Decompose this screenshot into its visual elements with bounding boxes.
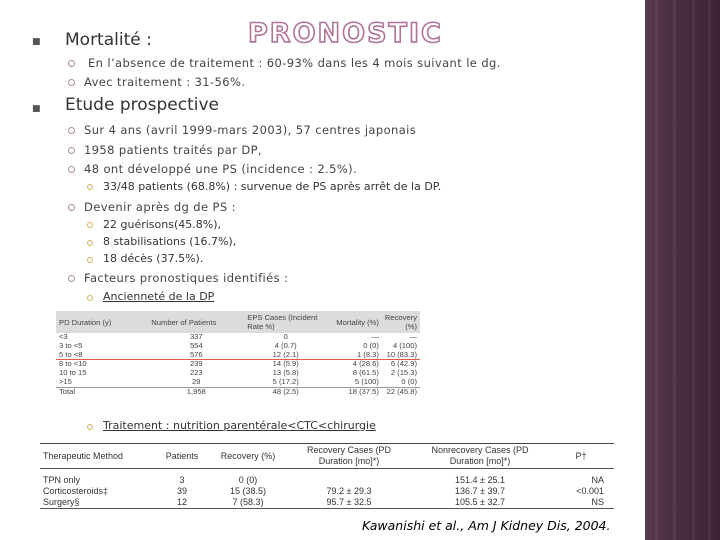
ring-bullet-icon [87,222,93,228]
table-cell: 239 [148,360,244,369]
circle-bullet-icon [68,166,75,173]
ring-bullet-icon [87,184,93,190]
table-cell: <0.001 [576,486,604,496]
table-cell: 5 (100) [354,376,379,386]
item-with-treatment: Avec traitement : 31-56%. [84,75,246,89]
circle-bullet-icon [68,204,75,211]
table-cell: 1 (8.3) [356,349,379,359]
table-cell: 576 [189,349,203,359]
table-cell: 151.4 ± 25.1 [455,475,505,485]
table-cell: 12 (2.1) [272,349,299,359]
circle-bullet-icon [68,275,75,282]
bullet-icon: ■ [32,37,41,47]
table-cell: 6 (42.9) [382,360,420,369]
table-cell: — [371,332,379,341]
col-header: Recovery Cases (PD Duration [mo]*) [286,444,412,469]
table-cell: 39 [176,486,187,496]
circle-bullet-icon [68,127,75,134]
circle-bullet-icon [68,147,75,154]
table-cell: >15 [59,376,72,386]
ring-bullet-icon [87,424,93,430]
table-cell: 22 (45.8) [382,387,420,396]
item-patients: 1958 patients traités par DP, [84,143,262,157]
table-cell: 3 to <5 [59,340,83,350]
table-cell: 10 (83.3) [386,349,417,359]
table-cell: 15 (38.5) [229,486,267,496]
citation: Kawanishi et al., Am J Kidney Dis, 2004. [362,518,611,533]
table-header-row [56,311,420,333]
table-cell: TPN only [43,475,81,485]
sub-item-traitement: Traitement : nutrition parentérale<CTC<chirurgie [103,419,376,432]
table-cell: 4 (28.6) [327,360,382,369]
table-cell: 48 (2.5) [244,387,327,396]
table-cell: <3 [59,332,68,341]
table-cell: Total [56,387,148,396]
col-header: Number of Patients [148,311,244,333]
table-cell: 0 (0) [401,376,417,386]
bullet-icon: ■ [32,104,41,114]
table-row [56,387,420,396]
table-cell: 10 to 15 [59,368,87,378]
col-header: Therapeutic Method [40,444,154,469]
table-cell [286,469,412,487]
col-header: PD Duration (y) [56,311,148,333]
sub-item-deces: 18 décès (37.5%). [103,252,204,265]
ring-bullet-icon [87,240,93,246]
sidebar-stripe [673,0,676,540]
table-cell: 8 to <10 [56,360,148,369]
circle-bullet-icon [68,79,75,86]
table-cell: — [409,332,417,341]
sub-item-guerisons: 22 guérisons(45.8%), [103,218,221,231]
sidebar-stripe [708,0,711,540]
circle-bullet-icon [68,60,75,67]
col-header: Recovery (%) [382,311,420,333]
table-header-row [40,444,614,469]
table-cell: 12 [154,497,210,509]
table-cell: 5 to <8 [59,349,83,359]
sub-item-anciennete: Ancienneté de la DP [103,290,215,303]
sidebar-stripe [692,0,695,540]
sub-item-stabilisations: 8 stabilisations (16.7%), [103,235,237,248]
table-cell: 0 [283,332,288,341]
item-facteurs: Facteurs pronostiques identifiés : [84,271,289,285]
table-cell: 223 [189,368,203,378]
col-header: P† [548,444,614,469]
item-incidence: 48 ont développé une PS (incidence : 2.5%). [84,162,358,176]
table-cell: 554 [189,340,203,350]
sidebar-panel [645,0,720,540]
bullet-etude: Etude prospective [65,95,220,115]
table-cell: 4 (0.7) [274,340,297,350]
table-cell: 105.5 ± 32.7 [412,497,548,509]
table-cell: 8 (61.5) [352,368,379,378]
pd-duration-table [56,311,420,397]
table-row [40,486,614,497]
table-cell: 29 [192,376,201,386]
item-no-treatment: En l’absence de traitement : 60-93% dans les 4 mois suivant le dg. [88,56,501,70]
table-cell: 13 (5.8) [272,368,299,378]
table-cell: 79.2 ± 29.3 [326,486,372,496]
table-row [56,378,420,387]
table-cell: 136.7 ± 39.7 [455,486,505,496]
col-header: Mortality (%) [327,311,382,333]
table-cell: Surgery§ [40,497,154,509]
sidebar-stripe [655,0,658,540]
table-cell: Corticosteroids‡ [43,486,109,496]
table-cell: 95.7 ± 32.5 [286,497,412,509]
ring-bullet-icon [87,295,93,301]
table-cell: 1,958 [148,387,244,396]
sub-item-after-dp: 33/48 patients (68.8%) : survenue de PS après arrêt de la DP. [103,180,442,193]
table-row [40,469,614,487]
table-cell: 0 (0) [363,340,379,350]
table-cell: NA [591,475,604,485]
table-cell: NS [548,497,614,509]
table-row [40,497,614,509]
col-header: EPS Cases (Incident Rate %) [244,311,327,333]
item-period: Sur 4 ans (avril 1999-mars 2003), 57 centres japonais [84,123,417,137]
table-cell: 14 (5.9) [244,360,327,369]
table-cell: 4 (100) [392,340,417,350]
table-cell: 3 [179,475,185,485]
item-devenir: Devenir après dg de PS : [84,200,236,214]
col-header: Recovery (%) [210,444,286,469]
col-header: Patients [154,444,210,469]
table-cell: 7 (58.3) [210,497,286,509]
slide-title: PRONOSTIC [248,18,443,49]
table-cell: 0 (0) [238,475,258,485]
table-cell: 337 [189,332,203,341]
table-cell: 18 (37.5) [327,387,382,396]
table-cell: 5 (17.2) [272,376,299,386]
therapeutic-method-table [40,443,614,509]
bullet-mortalite: Mortalité : [65,30,152,50]
table-cell: 2 (15.3) [390,368,417,378]
col-header: Nonrecovery Cases (PD Duration [mo]*) [412,444,548,469]
ring-bullet-icon [87,257,93,263]
